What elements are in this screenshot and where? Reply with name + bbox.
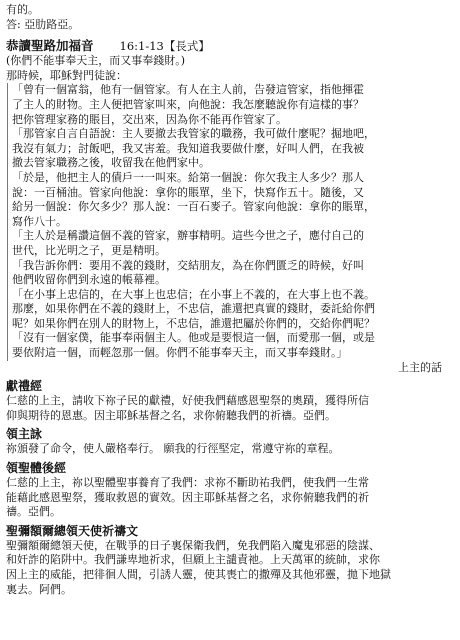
top-line-1: 有的。 xyxy=(6,3,39,16)
prayer-sections xyxy=(6,379,450,597)
section-text-line: 能藉此感恩聖祭，獲取救恩的實效。因主耶穌基督之名，求你俯聽我們的祈 xyxy=(6,490,369,504)
gospel-quote-block xyxy=(7,83,450,360)
gospel-quote-line: 「於是，他把主人的債戶一一叫來。給第一個說：你欠我主人多少？那人 xyxy=(12,170,364,184)
gospel-closing: 上主的話 xyxy=(398,360,442,374)
gospel-title: 恭讀聖路加福音 xyxy=(6,38,94,54)
section-text-line: 仁慈的上主，祢以聖體聖事養育了我們：求祢不斷助祐我們，使我們一生常 xyxy=(6,476,369,490)
gospel-quote-line: 「曾有一個富翁，他有一個管家。有人在主人前，告發這管家，指他揮霍 xyxy=(12,83,364,97)
gospel-reference: 16:1-13【長式】 xyxy=(119,39,210,54)
gospel-subtitle: (你們不能事奉天主，而又事奉錢財。) xyxy=(6,54,186,68)
section-heading: 獻禮經 xyxy=(6,379,43,394)
section-text-line: 仁慈的上主，請收下祢子民的獻禮，好使我們藉感恩聖祭的奧蹟，獲得所信 xyxy=(6,394,369,408)
gospel-quote-line: 「沒有一個家僕，能事奉兩個主人。他或是要恨這一個，而愛那一個，或是 xyxy=(12,331,375,345)
gospel-quote-line: 說：一百桶油。管家向他說：拿你的賬單，坐下，快寫作五十。隨後，又 xyxy=(12,185,364,199)
gospel-quote-line: 撤去管家職務之後，收留我在他們家中。 xyxy=(12,156,210,170)
section-text-line: 和奸詐的陷阱中。我們謙卑地祈求，但願上主譴責祂。上天萬軍的統帥，求你 xyxy=(6,553,380,567)
section-text-line: 裏去。阿們。 xyxy=(6,582,72,596)
gospel-quote-line: 了主人的財物。主人便把管家叫來，向他說：我怎麼聽說你有這樣的事？ xyxy=(12,97,364,111)
gospel-quote-line: 要依附這一個，而輕忽那一個。你們不能事奉天主，而又事奉錢財。」 xyxy=(12,346,348,360)
section-text-line: 禱。亞們。 xyxy=(6,505,61,519)
gospel-quote-line: 那麼，如果你們在不義的錢財上，不忠信，誰還把真實的錢財，委託給你們 xyxy=(12,302,375,316)
section-heading: 聖彌額爾總領天使祈禱文 xyxy=(6,523,139,538)
section-text-line: 祢頒發了命令，使人嚴格奉行。 願我的行徑堅定，常遵守祢的章程。 xyxy=(6,442,340,456)
gospel-quote-line: 呢？如果你們在別人的財物上，不忠信，誰還把屬於你們的，交給你們呢？ xyxy=(12,316,375,330)
section-text-line: 聖彌額爾總領天使，在戰爭的日子裏保衛我們，免我們陷入魔鬼邪惡的陰謀、 xyxy=(6,538,380,552)
section-heading: 領主詠 xyxy=(6,427,43,442)
gospel-quote-line: 把你管理家務的賬目，交出來，因為你不能再作管家了。 xyxy=(12,112,287,126)
gospel-quote-line: 「在小事上忠信的，在大事上也忠信；在小事上不義的，在大事上也不義。 xyxy=(12,287,375,301)
gospel-quote-line: 我沒有氣力；討飯吧，我又害羞。我知道我要做什麼，好叫人們，在我被 xyxy=(12,141,364,155)
gospel-quote-line: 寫作八十。 xyxy=(12,214,67,228)
gospel-title-row xyxy=(6,38,450,54)
gospel-quote-line: 「我告訴你們：要用不義的錢財，交結朋友，為在你們匱乏的時候，好叫 xyxy=(12,258,364,272)
gospel-intro: 那時候，耶穌對門徒說： xyxy=(6,68,127,82)
gospel-quote-line: 他們收留你們到永遠的帳幕裡。 xyxy=(12,273,166,287)
section-heading: 領聖體後經 xyxy=(6,461,67,476)
section-text-line: 仰與期待的恩惠。因主耶穌基督之名，求你俯聽我們的祈禱。亞們。 xyxy=(6,408,336,422)
top-response: 答: 亞肋路亞。 xyxy=(6,17,80,31)
gospel-quote-line: 「那管家自言自語說：主人要撤去我管家的職務，我可做什麼呢？掘地吧， xyxy=(12,127,375,141)
gospel-quote-line: 「主人於是稱讚這個不義的管家，辦事精明。這些今世之子，應付自己的 xyxy=(12,229,364,243)
gospel-quote-line: 世代，比光明之子，更是精明。 xyxy=(12,243,166,257)
section-text-line: 因上主的威能，把徘徊人間，引誘人靈，使其喪亡的撒殫及其他邪靈，拋下地獄 xyxy=(6,568,391,581)
gospel-quote-line: 給另一個說：你欠多少？那人說：一百石麥子。管家向他說：拿你的賬單， xyxy=(12,200,375,214)
